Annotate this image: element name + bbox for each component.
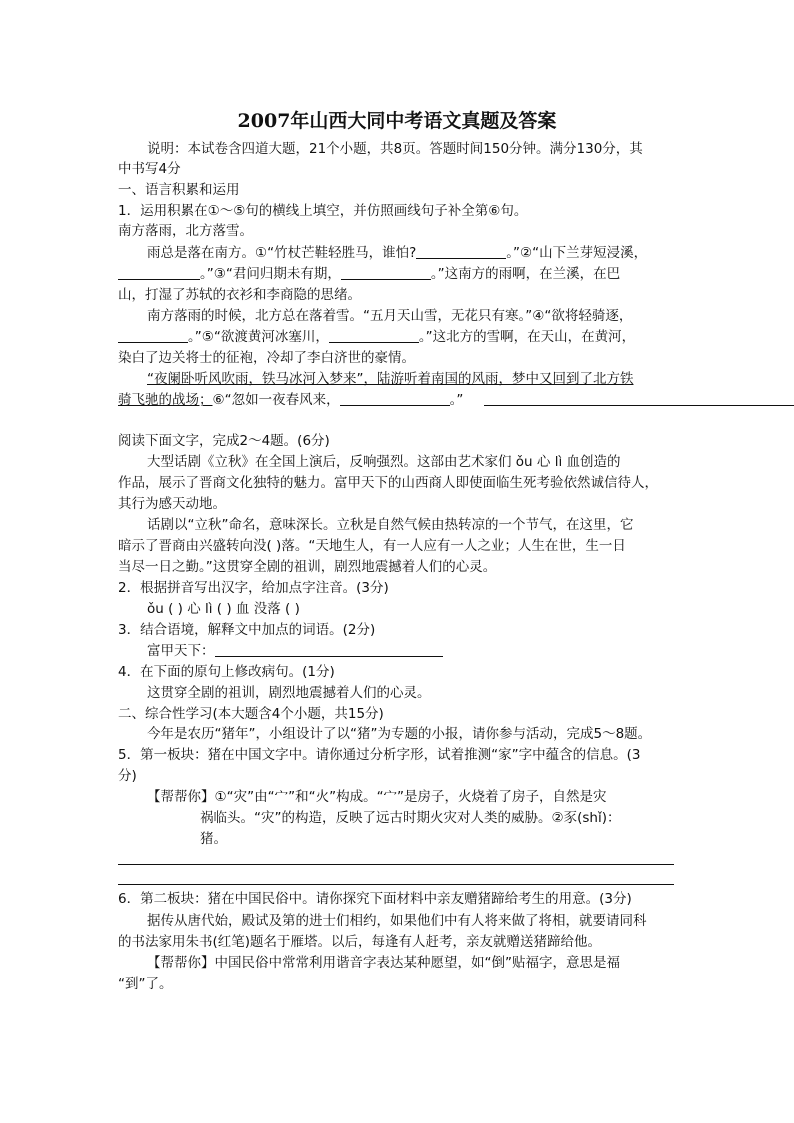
q1-text-b: 。”②“山下兰芽短浸溪， <box>506 245 648 261</box>
q1-para-1-line-2 <box>118 264 620 284</box>
reading-instruction: 阅读下面文字，完成2～4题。(6分) <box>118 433 330 449</box>
q6-material-line-1: 据传从唐代始，殿试及第的进士们相约，如果他们中有人将来做了将相，就要请同科 <box>147 913 647 929</box>
q1-para-1-line-3: 山，打湿了苏轼的衣衫和李商隐的思绪。 <box>118 287 361 303</box>
q6-hint-line-1: 【帮帮你】中国民俗中常常利用谐音字表达某种愿望，如“倒”贴福字，意思是福 <box>147 955 620 971</box>
q1-para-2-line-2 <box>118 327 635 347</box>
passage-line-6: 当尽一日之勤。”这贯穿全剧的祖训，剧烈地震撼着人们的心灵。 <box>118 559 497 575</box>
q5-hint-line-3: 猪。 <box>200 831 227 847</box>
q1-text-g: ⑥“忽如一夜春风来， <box>212 392 340 408</box>
question-6: 6．第二板块：猪在中国民俗中。请你探究下面材料中亲友赠猪蹄给考生的用意。(3分) <box>118 891 632 907</box>
section-2-heading: 二、综合性学习(本大题含4个小题，共15分) <box>118 706 384 722</box>
answer-blank-5[interactable] <box>329 328 419 343</box>
passage-line-2: 作品，展示了晋商文化独特的魅力。富甲天下的山西商人即使面临生死考验依然诚信待人， <box>118 475 658 491</box>
question-5-cont: 分) <box>118 768 137 784</box>
question-2-blanks[interactable]: ǒu ( ) 心 lì ( ) 血 没落 ( ) <box>147 601 300 617</box>
answer-line-q5-1[interactable] <box>118 864 674 865</box>
q1-text-c: 。”③“君问归期未有期， <box>200 266 341 282</box>
q1-model-sentence-line-2 <box>118 390 463 410</box>
instructions-line-2: 中书写4分 <box>118 161 181 177</box>
answer-blank-4[interactable] <box>118 328 188 343</box>
question-1: 1．运用积累在①～⑤句的横线上填空，并仿照画线句子补全第⑥句。 <box>118 203 528 219</box>
section-2-intro: 今年是农历“猪年”，小组设计了以“猪”为专题的小报，请你参与活动，完成5～8题。 <box>147 726 652 742</box>
passage-line-1: 大型话剧《立秋》在全国上演后，反响强烈。这部由艺术家们 ǒu 心 lì 血创造的 <box>147 454 621 470</box>
answer-line-q5-2[interactable] <box>118 884 674 885</box>
answer-blank-6[interactable] <box>340 391 450 406</box>
q1-model-sentence-line-1: “夜阑卧听风吹雨，铁马冰河入梦来”，陆游听着南国的风雨，梦中又回到了北方铁 <box>147 371 634 387</box>
q1-para-2-line-3: 染白了边关将士的征袍，冷却了李白济世的豪情。 <box>118 350 415 366</box>
answer-blank-2[interactable] <box>118 265 200 280</box>
section-1-heading: 一、语言积累和运用 <box>118 182 240 198</box>
question-3-answer <box>147 641 443 661</box>
question-4-sentence: 这贯穿全剧的祖训，剧烈地震撼着人们的心灵。 <box>147 685 431 701</box>
instructions-line-1: 说明：本试卷含四道大题，21个小题，共8页。答题时间150分钟。满分130分，其 <box>147 141 643 157</box>
question-4: 4．在下面的原句上修改病句。(1分) <box>118 664 335 680</box>
q6-material-line-2: 的书法家用朱书(红笔)题名于雁塔。以后，每逢有人赶考，亲友就赠送猪蹄给他。 <box>118 934 602 950</box>
question-2: 2．根据拼音写出汉字，给加点字注音。(3分) <box>118 580 389 596</box>
answer-line-6[interactable] <box>484 405 794 406</box>
passage-line-4: 话剧以“立秋”命名，意味深长。立秋是自然气候由热转凉的一个节气，在这里，它 <box>147 517 634 533</box>
page-title: 2007年山西大同中考语文真题及答案 <box>237 110 557 132</box>
answer-blank-q3[interactable] <box>215 642 443 657</box>
q1-intro: 南方落雨，北方落雪。 <box>118 223 253 239</box>
q1-text-d: 。”这南方的雨啊，在兰溪，在巴 <box>430 266 621 282</box>
q1-text-e: 。”⑤“欲渡黄河冰塞川， <box>188 329 329 345</box>
question-5: 5．第一板块：猪在中国文字中。请你通过分析字形，试着推测“家”字中蕴含的信息。(3 <box>118 747 641 763</box>
question-3: 3．结合语境，解释文中加点的词语。(2分) <box>118 622 376 638</box>
q5-hint-line-2: 祸临头。“灾”的构造，反映了远古时期火灾对人类的威胁。②豕(shǐ)： <box>200 810 621 826</box>
q5-hint-line-1: 【帮帮你】①“灾”由“宀”和“火”构成。“宀”是房子，火烧着了房子，自然是灾 <box>147 789 607 805</box>
answer-blank-1[interactable] <box>416 244 506 259</box>
q1-text-f: 。”这北方的雪啊，在天山，在黄河， <box>418 329 636 345</box>
q1-text-a: 雨总是落在南方。①“竹杖芒鞋轻胜马，谁怕? <box>147 245 417 261</box>
q1-model-sentence-end: 骑飞驰的战场； <box>118 392 213 408</box>
q3-term: 富甲天下： <box>147 643 215 659</box>
answer-blank-3[interactable] <box>341 265 431 280</box>
q1-para-2-line-1: 南方落雨的时候，北方总在落着雪。“五月天山雪，无花只有寒。”④“欲将轻骑逐， <box>147 308 633 324</box>
q1-text-h: 。” <box>449 392 464 408</box>
passage-line-3: 其行为感天动地。 <box>118 496 226 512</box>
passage-line-5: 暗示了晋商由兴盛转向没( )落。“天地生人，有一人应有一人之业；人生在世，生一日 <box>118 538 626 554</box>
q1-para-1-line-1 <box>147 243 647 263</box>
q6-hint-line-2: “到”了。 <box>118 976 173 992</box>
